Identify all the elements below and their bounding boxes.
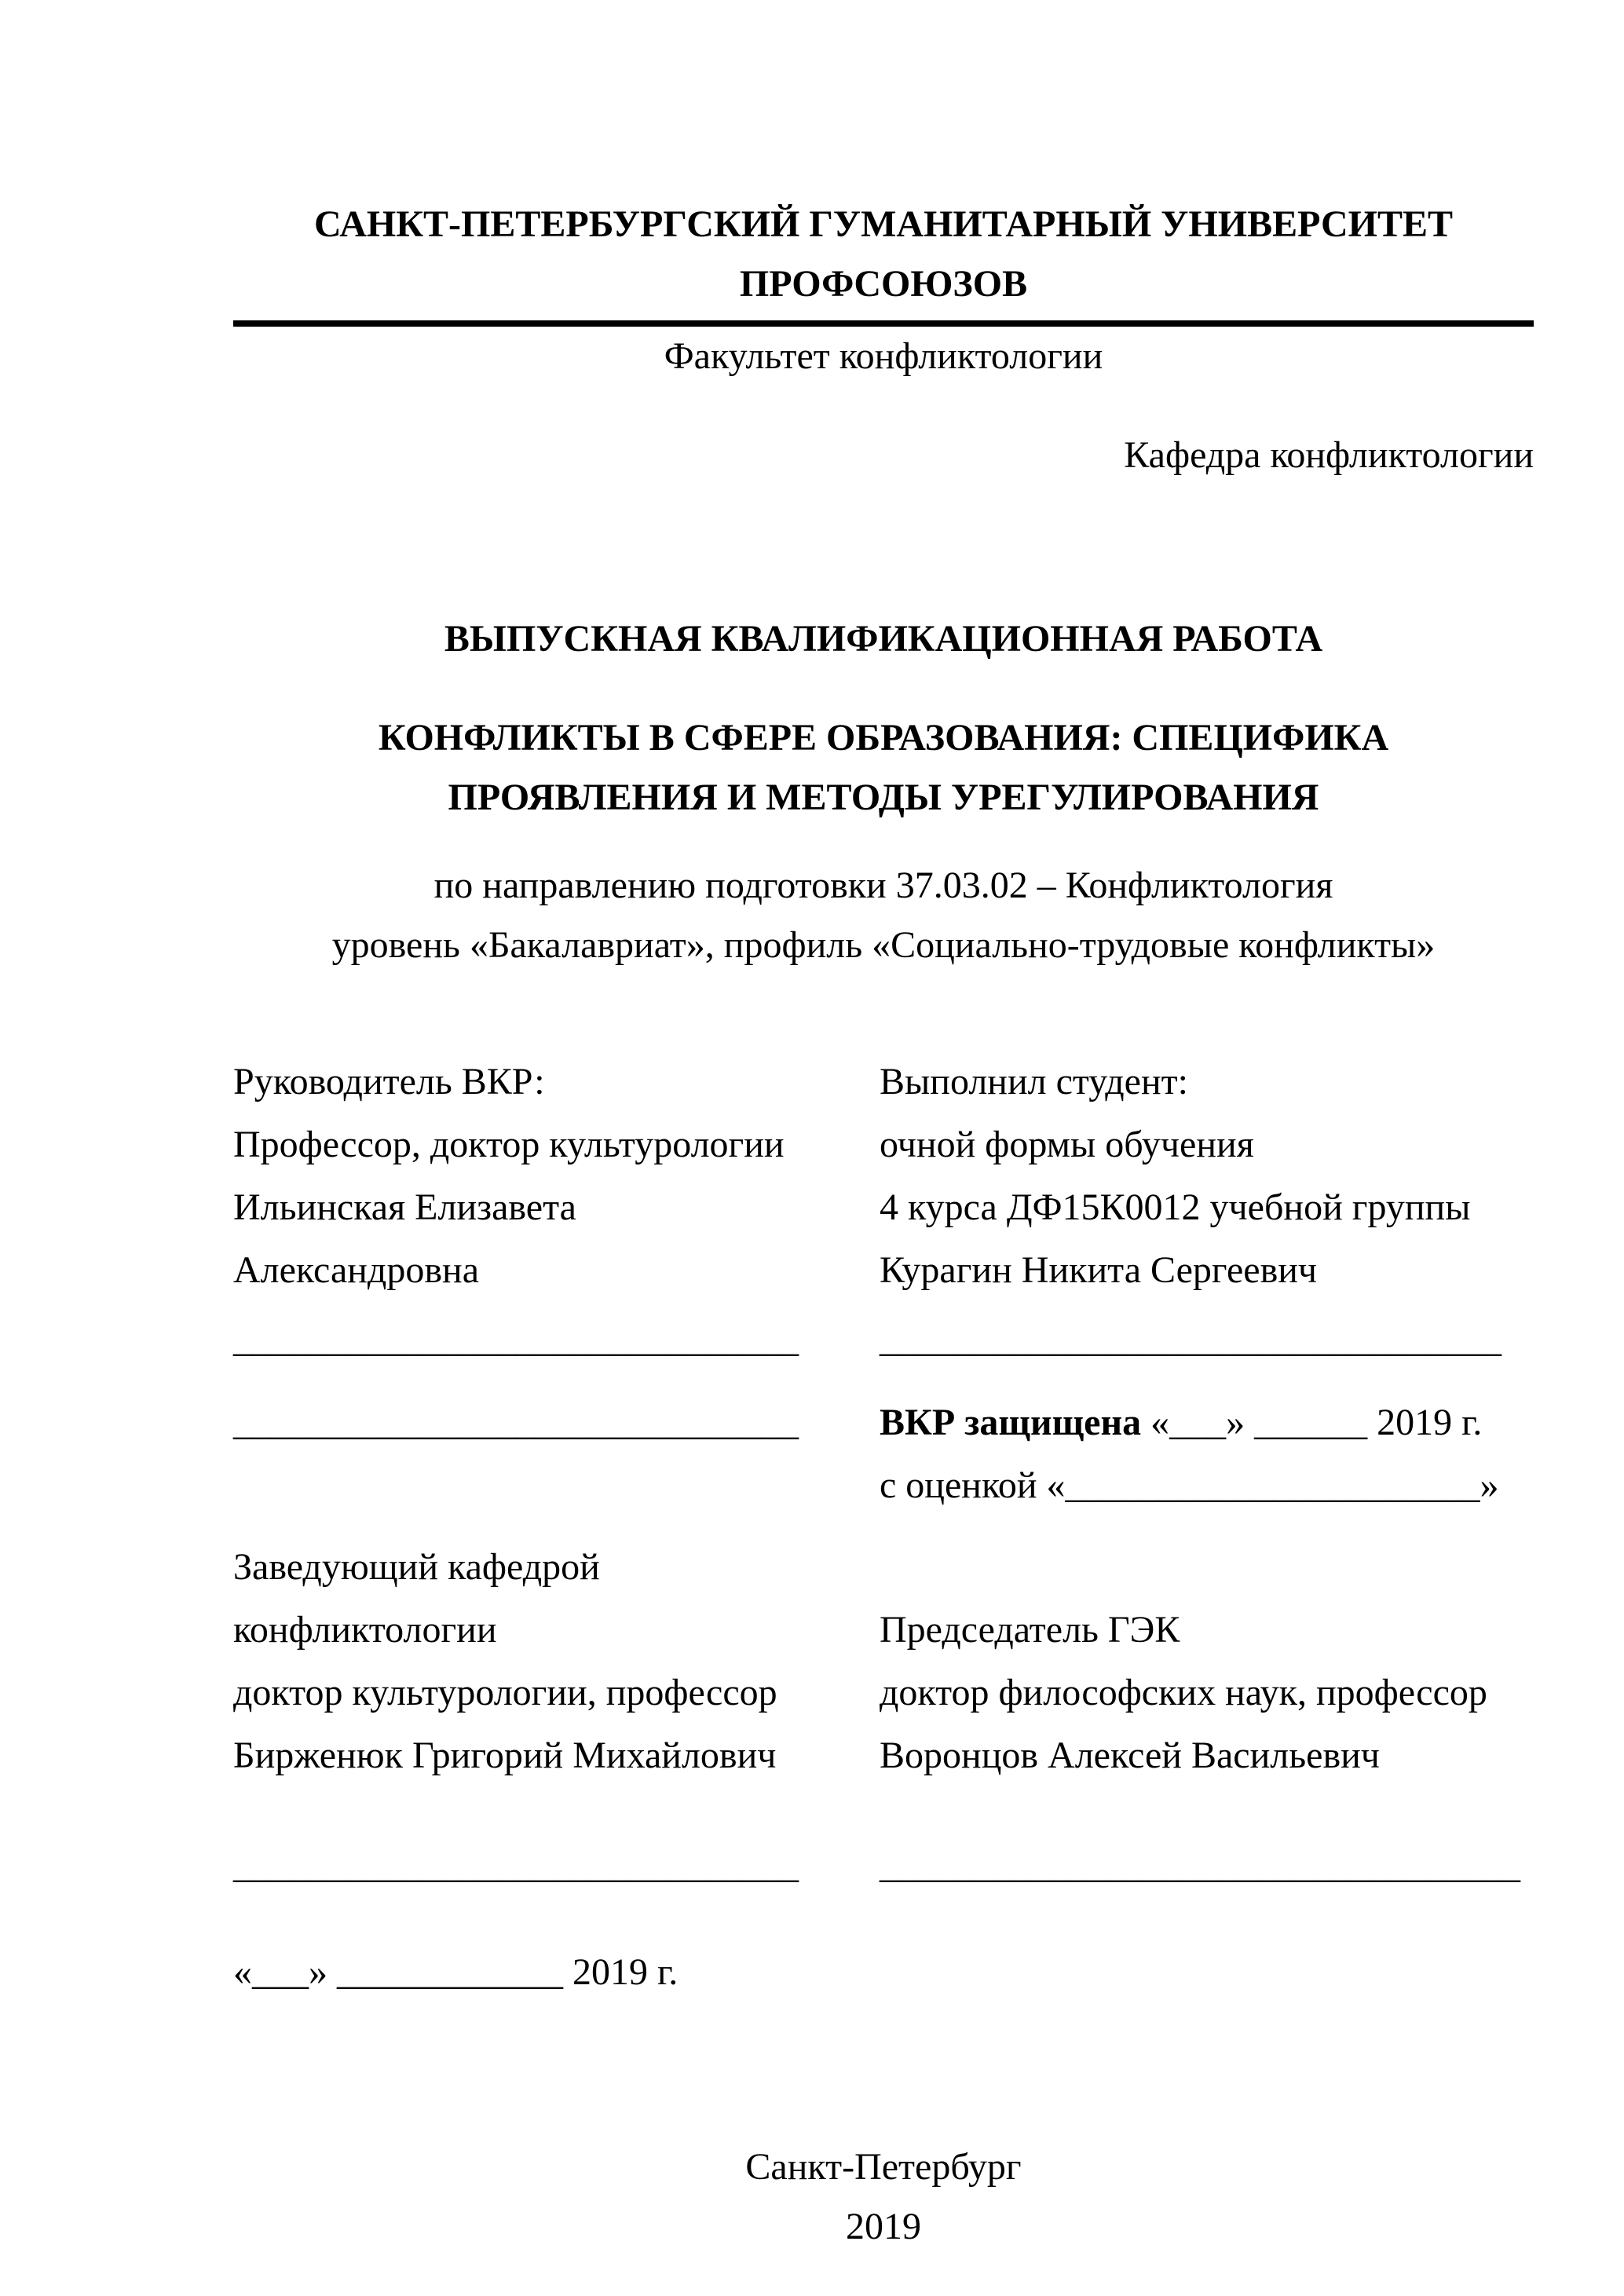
footer-block: [233, 2137, 1534, 2257]
program-level-profile: уровень «Бакалавриат», профиль «Социально-трудовые конфликты»: [331, 924, 1436, 966]
supervisor-signature-line2: ______________________________: [233, 1402, 799, 1443]
head-signature-line: ______________________________: [233, 1844, 799, 1886]
gek-chair-degree: доктор философских наук, профессор: [880, 1672, 1487, 1713]
work-type-heading: ВЫПУСКНАЯ КВАЛИФИКАЦИОННАЯ РАБОТА: [444, 618, 1323, 660]
student-signature-line: _________________________________: [880, 1318, 1501, 1360]
student-name: Курагин Никита Сергеевич: [880, 1249, 1318, 1291]
defense-date-blanks: «___» ______ 2019 г.: [1141, 1402, 1483, 1443]
defense-date-label: ВКР защищена: [880, 1402, 1142, 1443]
faculty-name: Факультет конфликтологии: [664, 335, 1103, 377]
supervisor-label: Руководитель ВКР:: [233, 1061, 545, 1102]
student-study-form: очной формы обучения: [880, 1124, 1254, 1165]
footer-city: Санкт-Петербург: [745, 2146, 1022, 2188]
gek-chair-signature-line: __________________________________: [880, 1844, 1520, 1886]
thesis-title: [233, 708, 1534, 828]
head-date-line: «___» ____________ 2019 г.: [233, 1951, 678, 1993]
supervisor-name-line2: Александровна: [233, 1249, 480, 1291]
supervisor-name-line1: Ильинская Елизавета: [233, 1186, 576, 1228]
gek-chair-title: Председатель ГЭК: [880, 1609, 1180, 1651]
supervisor-student-block: [233, 1051, 1534, 1302]
student-group: 4 курса ДФ15К0012 учебной группы: [880, 1186, 1471, 1228]
gek-chair-name: Воронцов Алексей Васильевич: [880, 1735, 1380, 1776]
student-label: Выполнил студент:: [880, 1061, 1188, 1102]
head-of-department-column: [233, 1536, 818, 1787]
gek-chair-column: [880, 1536, 1534, 1787]
defense-date-line: [880, 1391, 1534, 1454]
second-signature-row: [233, 1834, 1534, 1897]
supervisor-column: [233, 1051, 818, 1302]
defense-row: [233, 1391, 1534, 1517]
defense-grade-line: с оценкой «______________________»: [880, 1464, 1499, 1506]
footer-year: 2019: [846, 2206, 921, 2247]
head-degree: доктор культурологии, профессор: [233, 1672, 777, 1713]
officials-block: [233, 1536, 1534, 1787]
university-name-line1: САНКТ-ПЕТЕРБУРГСКИЙ ГУМАНИТАРНЫЙ УНИВЕРСИТЕТ: [313, 203, 1454, 245]
student-column: [880, 1051, 1534, 1302]
head-title-line1: Заведующий кафедрой: [233, 1546, 600, 1588]
program-direction: по направлению подготовки 37.03.02 – Конфликтология: [433, 865, 1333, 906]
head-title-line2: конфликтологии: [233, 1609, 497, 1651]
date-row: [233, 1941, 1534, 2004]
date-row-spacer: [880, 1941, 1534, 2004]
defense-info: [880, 1391, 1534, 1517]
thesis-title-line2: ПРОЯВЛЕНИЯ И МЕТОДЫ УРЕГУЛИРОВАНИЯ: [448, 777, 1319, 818]
first-signature-row: [233, 1308, 1534, 1371]
supervisor-signature-line: ______________________________: [233, 1318, 799, 1360]
university-header: [233, 195, 1534, 327]
supervisor-degree: Профессор, доктор культурологии: [233, 1124, 785, 1165]
thesis-title-line1: КОНФЛИКТЫ В СФЕРЕ ОБРАЗОВАНИЯ: СПЕЦИФИКА: [378, 717, 1389, 759]
head-name: Бирженюк Григорий Михайлович: [233, 1735, 777, 1776]
department-name: Кафедра конфликтологии: [1124, 434, 1534, 476]
university-name-line2: ПРОФСОЮЗОВ: [739, 263, 1028, 305]
program-info: [233, 856, 1534, 975]
